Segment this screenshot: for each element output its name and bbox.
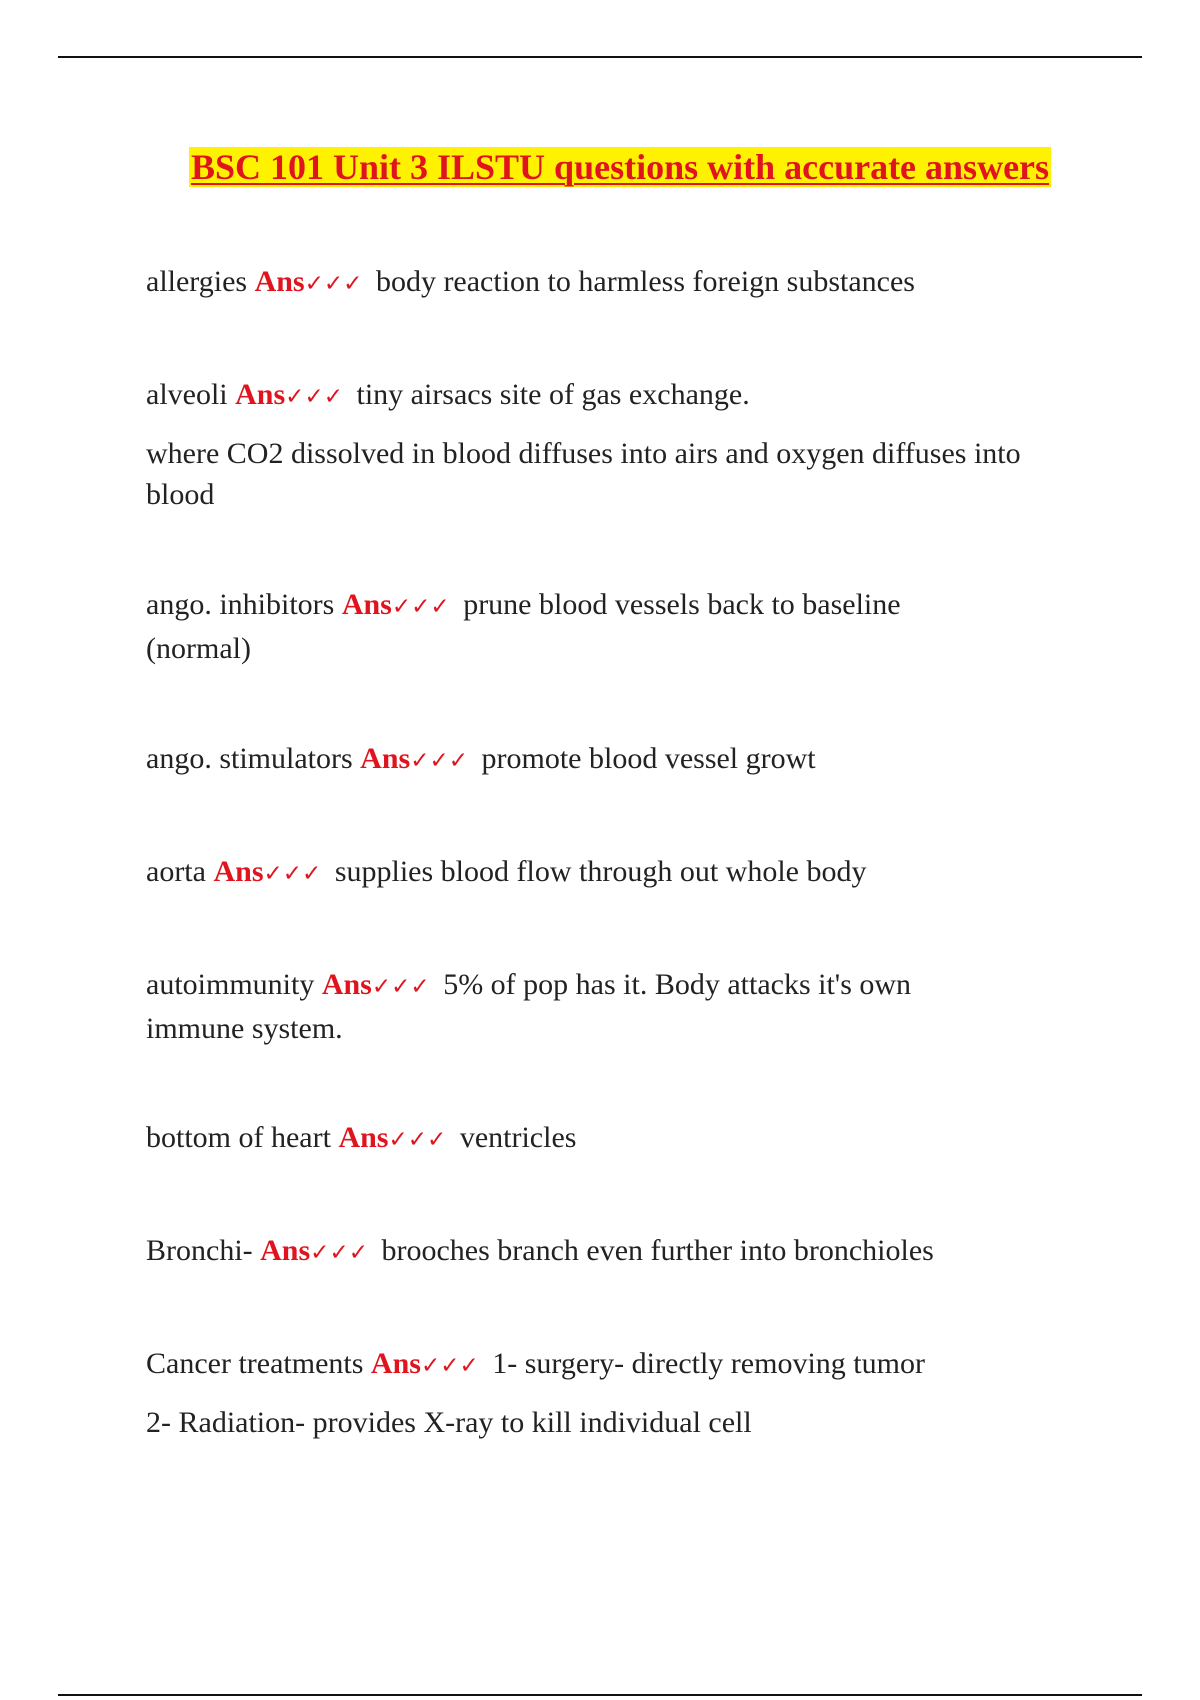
bottom-rule	[58, 1694, 1142, 1696]
qa-entry-aorta	[146, 851, 1096, 895]
entry-answer: tiny airsacs site of gas exchange.	[356, 378, 750, 411]
entry-term: ango. inhibitors	[146, 588, 335, 621]
checkmark-icon: ✓✓✓	[388, 1127, 447, 1153]
entry-answer: 5% of pop has it. Body attacks it's own immune system.	[146, 968, 912, 1045]
ans-label: Ans	[213, 855, 264, 888]
entry-term: ango. stimulators	[146, 742, 353, 775]
qa-entry-alveoli	[146, 374, 1096, 515]
entry-term: bottom of heart	[146, 1121, 331, 1154]
entry-answer: body reaction to harmless foreign substances	[375, 265, 915, 298]
ans-label: Ans	[341, 588, 392, 621]
qa-entry-allergies	[146, 261, 1046, 305]
entry-term: alveoli	[146, 378, 228, 411]
checkmark-icon: ✓✓✓	[420, 1353, 479, 1379]
entry-answer: promote blood vessel growt	[481, 742, 816, 775]
checkmark-icon: ✓✓✓	[304, 271, 363, 297]
entry-answer: supplies blood flow through out whole body	[334, 855, 867, 888]
checkmark-icon: ✓✓✓	[310, 1240, 368, 1266]
entry-line	[146, 851, 1096, 895]
entry-answer: brooches branch even further into bronchioles	[381, 1234, 934, 1267]
qa-entry-cancer-treatments	[146, 1343, 1096, 1443]
ans-label: Ans	[260, 1234, 311, 1267]
ans-label: Ans	[321, 968, 372, 1001]
checkmark-icon: ✓✓✓	[371, 974, 430, 1000]
ans-label: Ans	[370, 1347, 421, 1380]
qa-entry-bottom-of-heart	[146, 1117, 1096, 1161]
document-title-text: BSC 101 Unit 3 ILSTU questions with accurate answers	[190, 147, 1050, 187]
entry-answer: prune blood vessels back to baseline (normal)	[146, 588, 901, 665]
ans-label: Ans	[235, 378, 286, 411]
document-title	[120, 142, 1120, 193]
entry-line	[146, 738, 1096, 782]
entry-extra-line: 2- Radiation- provides X-ray to kill individual cell	[146, 1406, 752, 1439]
entry-line	[146, 261, 1046, 305]
entry-line	[146, 1343, 1096, 1387]
top-rule	[58, 56, 1142, 58]
entry-extra-line: where CO2 dissolved in blood diffuses into airs and oxygen diffuses into blood	[146, 437, 1021, 511]
entry-term: Bronchi-	[146, 1234, 253, 1267]
entry-line	[146, 374, 1096, 418]
entry-term: allergies	[146, 265, 248, 298]
ans-label: Ans	[360, 742, 411, 775]
qa-entry-ango-stimulators	[146, 738, 1096, 782]
ans-label: Ans	[254, 265, 305, 298]
entry-answer: 1- surgery- directly removing tumor	[492, 1347, 925, 1380]
entry-line	[146, 964, 996, 1049]
entry-line	[146, 1117, 1096, 1161]
entry-line	[146, 1230, 1096, 1274]
checkmark-icon: ✓✓✓	[391, 594, 450, 620]
checkmark-icon: ✓✓✓	[285, 384, 343, 410]
checkmark-icon: ✓✓✓	[263, 861, 322, 887]
entry-term: autoimmunity	[146, 968, 315, 1001]
entry-term: aorta	[146, 855, 206, 888]
entry-term: Cancer treatments	[146, 1347, 364, 1380]
entry-answer: ventricles	[459, 1121, 577, 1154]
ans-label: Ans	[338, 1121, 389, 1154]
qa-entry-bronchi	[146, 1230, 1096, 1274]
entry-line	[146, 584, 996, 669]
qa-entry-autoimmunity	[146, 964, 996, 1049]
qa-entry-ango-inhibitors	[146, 584, 996, 669]
checkmark-icon: ✓✓✓	[410, 748, 469, 774]
